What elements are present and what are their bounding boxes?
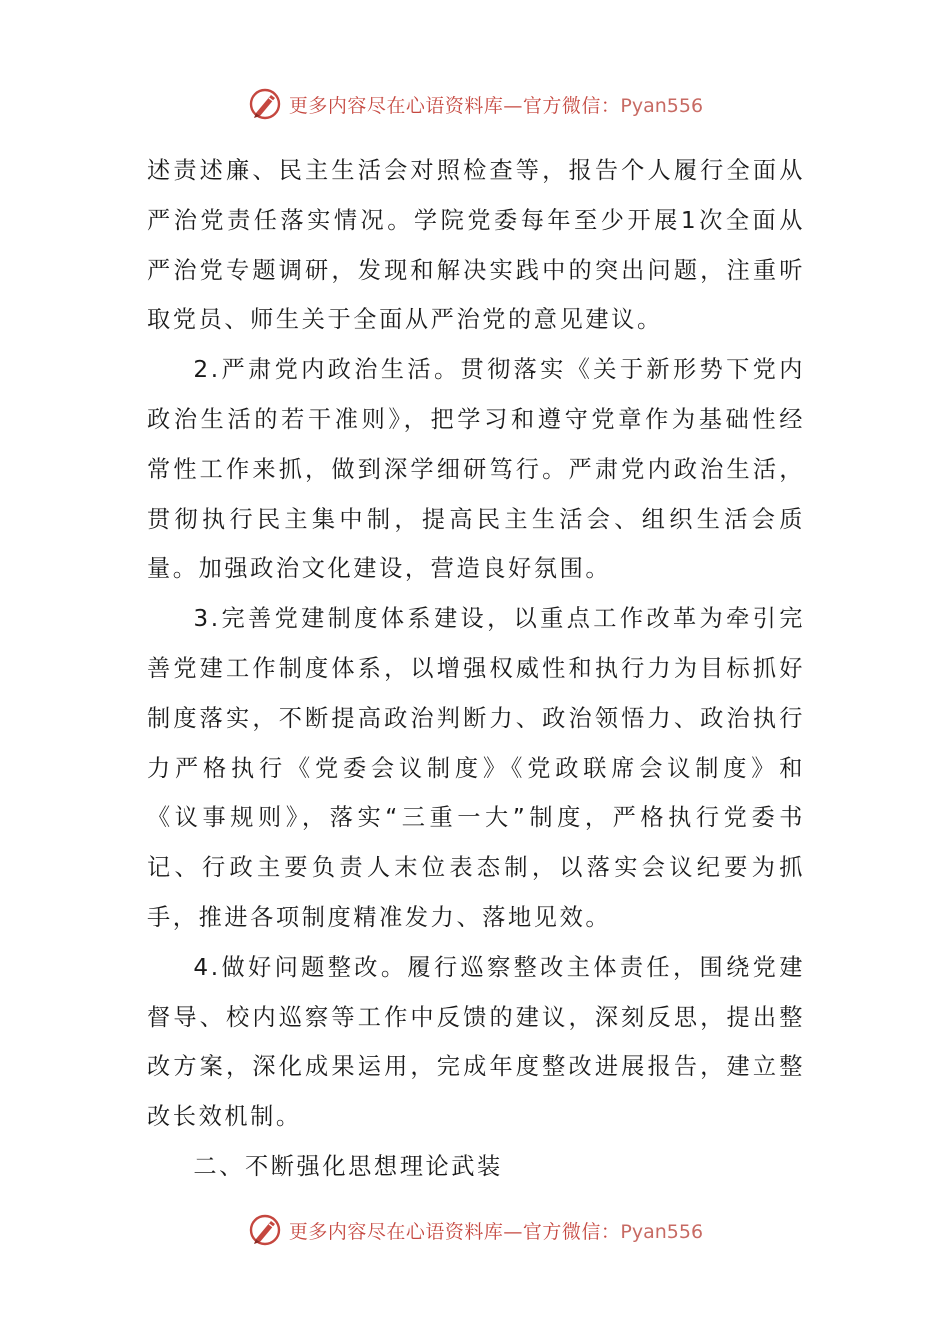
watermark-text: 更多内容尽在心语资料库—官方微信：Pyan556 bbox=[288, 1220, 704, 1243]
section-heading: 二、不断强化思想理论武装 bbox=[193, 1152, 503, 1180]
watermark-banner-top bbox=[0, 84, 950, 124]
document-body bbox=[147, 146, 805, 1192]
watermark-text: 更多内容尽在心语资料库—官方微信：Pyan556 bbox=[288, 94, 704, 117]
paragraph-continuation: 述责述廉、民主生活会对照检查等，报告个人履行全面从严治党责任落实情况。学院党委每年至少开展1次全面从严治党专题调研，发现和解决实践中的突出问题，注重听取党员、师生关于全面从严治党的意见建议。 bbox=[147, 157, 805, 334]
pen-logo-icon bbox=[247, 1212, 283, 1248]
pen-logo-icon bbox=[247, 86, 283, 122]
paragraph-item-4: 4.做好问题整改。履行巡察整改主体责任，围绕党建督导、校内巡察等工作中反馈的建议，深刻反思，提出整改方案，深化成果运用，完成年度整改进展报告，建立整改长效机制。 bbox=[147, 953, 805, 1131]
paragraph-item-2: 2.严肃党内政治生活。贯彻落实《关于新形势下党内政治生活的若干准则》，把学习和遵守党章作为基础性经常性工作来抓，做到深学细研笃行。严肃党内政治生活，贯彻执行民主集中制，提高民主生活会、组织生活会质量。加强政治文化建设，营造良好氛围。 bbox=[147, 356, 805, 583]
watermark-banner-bottom bbox=[0, 1210, 950, 1250]
paragraph-item-3: 3.完善党建制度体系建设，以重点工作改革为牵引完善党建工作制度体系，以增强权威性和执行力为目标抓好制度落实，不断提高政治判断力、政治领悟力、政治执行力严格执行《党委会议制度》《党政联席会议制度》和《议事规则》，落实“三重一大”制度，严格执行党委书记、行政主要负责人末位表态制，以落实会议纪要为抓手，推进各项制度精准发力、落地见效。 bbox=[147, 605, 805, 931]
